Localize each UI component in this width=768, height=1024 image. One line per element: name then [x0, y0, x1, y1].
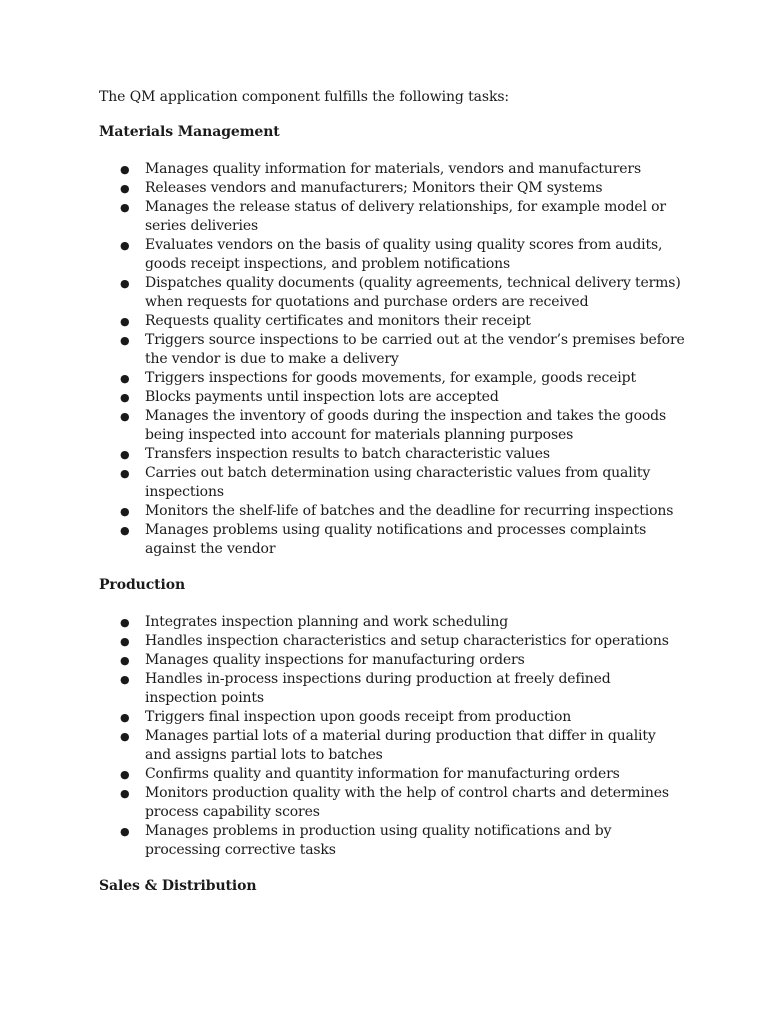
list-item: ● Requests quality certificates and monitors their receipt — [120, 313, 531, 329]
list-item: ● Triggers inspections for goods movements, for example, goods receipt — [120, 370, 636, 386]
list-item: ● Releases vendors and manufacturers; Monitors their QM systems — [120, 180, 603, 196]
bullet-icon: ● — [120, 635, 130, 648]
document-page — [99, 88, 699, 914]
bullet-icon: ● — [120, 825, 130, 838]
bullet-icon: ● — [120, 448, 130, 461]
intro-text: The QM application component fulfills the following tasks: — [99, 89, 510, 105]
bullet-icon: ● — [120, 730, 130, 743]
list-item: ● Manages problems using quality notifications and processes complaints against the vendor — [120, 522, 647, 557]
list-item: ● Monitors the shelf-life of batches and the deadline for recurring inspections — [120, 503, 674, 519]
bullet-icon: ● — [120, 711, 130, 724]
bullet-icon: ● — [120, 334, 130, 347]
bullet-icon: ● — [120, 391, 130, 404]
list-item: ● Manages problems in production using quality notifications and by processing corrective tasks — [120, 823, 612, 858]
list-item: ● Evaluates vendors on the basis of quality using quality scores from audits, goods receipt inspections, and problem notifications — [120, 237, 663, 272]
list-item: ● Handles in-process inspections during production at freely defined inspection points — [120, 671, 611, 706]
list-item: ● Carries out batch determination using characteristic values from quality inspections — [120, 465, 651, 500]
list-item: ● Confirms quality and quantity information for manufacturing orders — [120, 766, 620, 782]
bullet-icon: ● — [120, 201, 130, 214]
list-item: ● Manages partial lots of a material during production that differ in quality and assigns partial lots to batches — [120, 728, 656, 763]
section-title-materials-management: Materials Management — [99, 124, 280, 140]
list-item: ● Manages quality information for materials, vendors and manufacturers — [120, 161, 642, 177]
bullet-icon: ● — [120, 239, 130, 252]
bullet-icon: ● — [120, 410, 130, 423]
bullet-icon: ● — [120, 673, 130, 686]
list-item: ● Triggers source inspections to be carried out at the vendor’s premises before the vendor is due to make a delivery — [120, 332, 685, 367]
bullet-icon: ● — [120, 768, 130, 781]
list-item: ● Integrates inspection planning and work scheduling — [120, 614, 509, 630]
bullet-icon: ● — [120, 372, 130, 385]
list-item: ● Blocks payments until inspection lots are accepted — [120, 389, 499, 405]
list-item: ● Dispatches quality documents (quality agreements, technical delivery terms) when requests for quotations and purchase orders are received — [120, 275, 681, 310]
bullet-icon: ● — [120, 182, 130, 195]
materials-management-list — [99, 160, 699, 559]
bullet-icon: ● — [120, 505, 130, 518]
bullet-icon: ● — [120, 315, 130, 328]
list-item: ● Monitors production quality with the help of control charts and determines process capability scores — [120, 785, 669, 820]
bullet-icon: ● — [120, 524, 130, 537]
bullet-icon: ● — [120, 467, 130, 480]
bullet-icon: ● — [120, 654, 130, 667]
bullet-icon: ● — [120, 616, 130, 629]
list-item: ● Handles inspection characteristics and setup characteristics for operations — [120, 633, 669, 649]
bullet-icon: ● — [120, 163, 130, 176]
list-item: ● Triggers final inspection upon goods receipt from production — [120, 709, 572, 725]
section-title-sales-distribution: Sales & Distribution — [99, 878, 257, 894]
section-title-production: Production — [99, 577, 186, 593]
list-item: ● Manages quality inspections for manufacturing orders — [120, 652, 525, 668]
list-item: ● Manages the release status of delivery relationships, for example model or series deliveries — [120, 199, 666, 234]
list-item: ● Manages the inventory of goods during the inspection and takes the goods being inspected into account for materials planning purposes — [120, 408, 667, 443]
bullet-icon: ● — [120, 787, 130, 800]
production-list — [99, 613, 699, 860]
bullet-icon: ● — [120, 277, 130, 290]
list-item: ● Transfers inspection results to batch characteristic values — [120, 446, 550, 462]
